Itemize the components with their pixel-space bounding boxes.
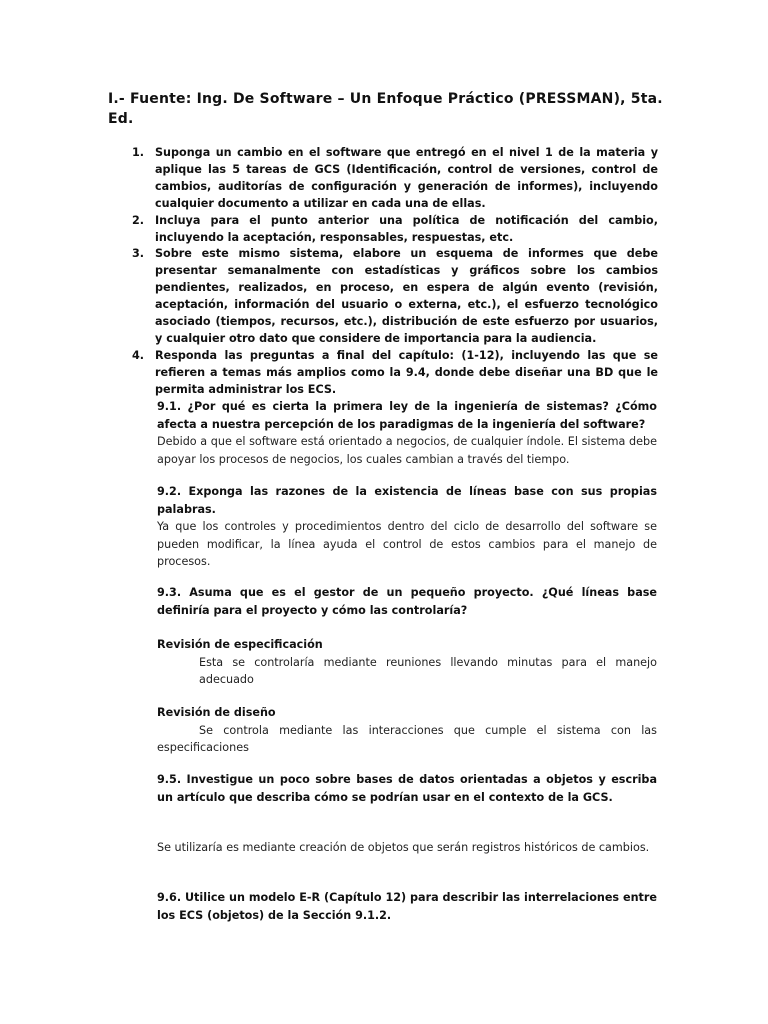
baseline-spec-review [157,636,657,689]
baseline-design-review [157,704,657,757]
question-text: Suponga un cambio en el software que entregó en el nivel 1 de la materia y aplique las 5 tareas de GCS (Identificación, control de versiones, control de cambios, auditorías de configuración y generación de informes), incluyendo cualquier documento a utilizar en cada una de ellas. [155,146,658,210]
baseline-label: Revisión de especificación [157,638,323,651]
question-list [132,145,658,399]
section-9-5-answer [157,839,657,857]
baseline-answer: Se controla mediante las interacciones que cumple el sistema con las especificaciones [157,723,657,754]
section-question: 9.1. ¿Por qué es cierta la primera ley de la ingeniería de sistemas? ¿Cómo afecta a nuestra percepción de los paradigmas de la ingeniería del software? [157,400,657,431]
section-question: 9.6. Utilice un modelo E-R (Capítulo 12) para describir las interrelaciones entre los ECS (objetos) de la Sección 9.1.2. [157,891,657,922]
baseline-answer: Esta se controlaría mediante reuniones llevando minutas para el manejo adecuado [199,655,657,686]
section-question: 9.3. Asuma que es el gestor de un pequeño proyecto. ¿Qué líneas base definiría para el proyecto y cómo las controlaría? [157,586,657,617]
section-question: 9.5. Investigue un poco sobre bases de datos orientadas a objetos y escriba un artículo que describa cómo se podrían usar en el contexto de la GCS. [157,773,657,804]
question-number: 4. [132,348,145,362]
section-question: 9.2. Exponga las razones de la existencia de líneas base con sus propias palabras. [157,485,657,516]
question-item-1 [132,145,658,213]
section-answer: Ya que los controles y procedimientos dentro del ciclo de desarrollo del software se pueden modificar, la línea ayuda el control de estos cambios para el manejo de procesos. [157,520,657,568]
section-9-5 [157,771,657,806]
baseline-label: Revisión de diseño [157,706,276,719]
section-9-3 [157,584,657,619]
question-item-2 [132,213,658,247]
question-number: 2. [132,213,145,227]
question-number: 1. [132,146,145,159]
question-text: Responda las preguntas a final del capítulo: (1-12), incluyendo las que se refieren a temas más amplios como la 9.4, donde debe diseñar una BD que le permita administrar los ECS. [155,348,658,396]
question-item-4 [132,348,658,399]
source-heading: I.- Fuente: Ing. De Software – Un Enfoque Práctico (PRESSMAN), 5ta. Ed. [108,91,663,127]
section-9-6 [157,889,657,924]
question-text: Sobre este mismo sistema, elabore un esquema de informes que debe presentar semanalmente con estadísticas y gráficos sobre los cambios pendientes, realizados, en proceso, en espera de algún evento (revisión, aceptación, información del usuario o externa, etc.), el esfuerzo tecnológico asociado (tiempos, recursos, etc.), distribución de este esfuerzo por usuarios, y cualquier otro dato que considere de importancia para la audiencia. [155,247,658,345]
question-item-3 [132,246,658,347]
section-9-2 [157,483,657,571]
section-answer: Se utilizaría es mediante creación de objetos que serán registros históricos de cambios. [157,841,650,854]
question-text: Incluya para el punto anterior una política de notificación del cambio, incluyendo la aceptación, responsables, respuestas, etc. [155,213,658,244]
question-number: 3. [132,247,145,261]
section-9-1 [157,398,657,468]
section-answer: Debido a que el software está orientado a negocios, de cualquier índole. El sistema debe apoyar los procesos de negocios, los cuales cambian a través del tiempo. [157,435,657,466]
